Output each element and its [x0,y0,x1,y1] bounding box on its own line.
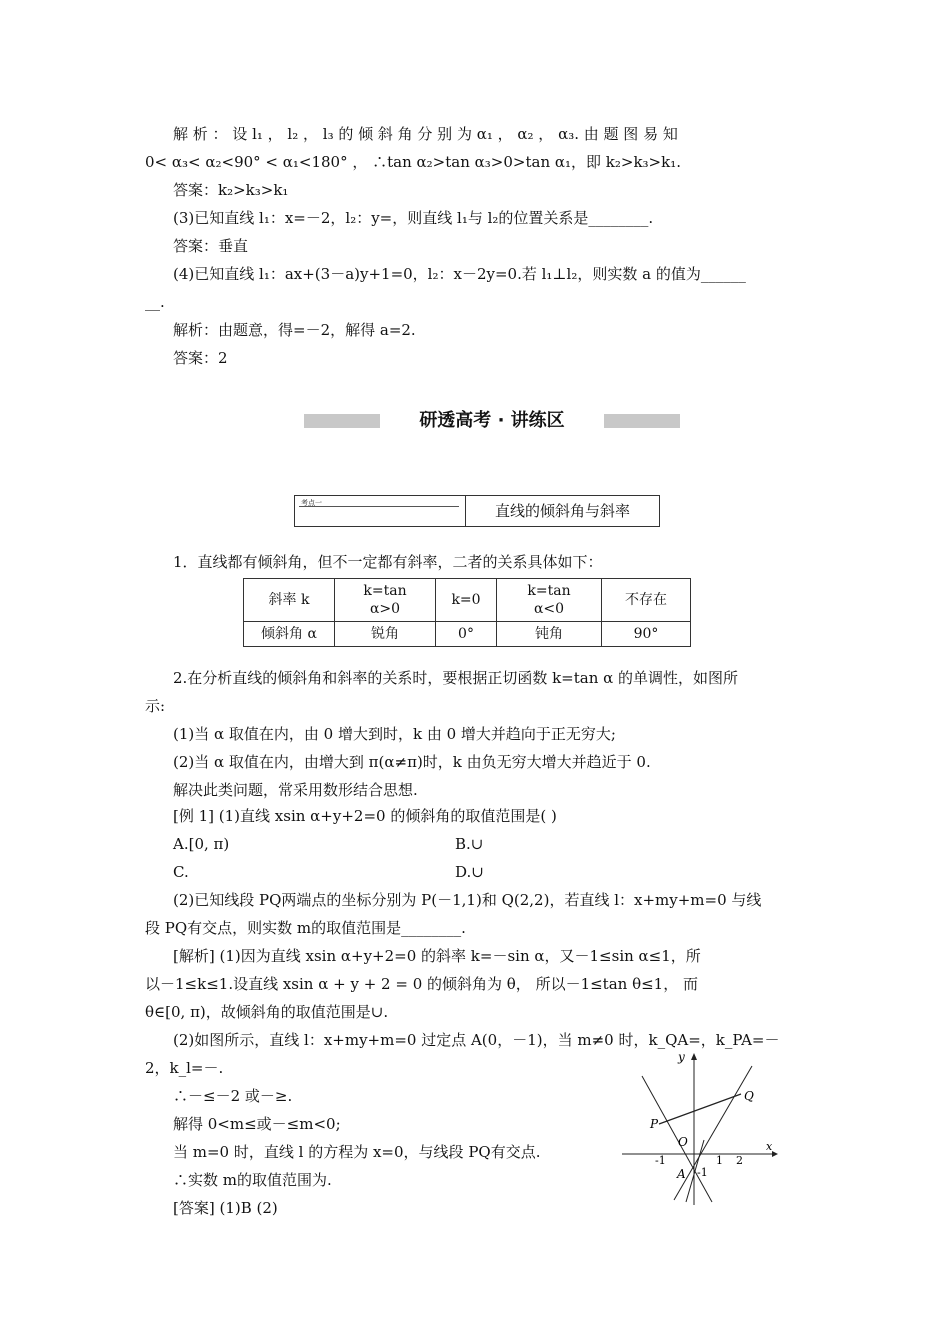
table-cell-text: α<0 [533,601,565,617]
topic-box [294,495,660,527]
text-line: (2)如图所示，直线 l：x+my+m=0 过定点 A(0，－1)，当 m≠0 时，k_QA=，k_PA=－ [173,1031,780,1049]
text-line: (3)已知直线 l₁：x=－2，l₂：y=，则直线 l₁与 l₂的位置关系是________. [173,209,654,227]
table-cell: 倾斜角 α [244,622,335,647]
table-cell [497,579,602,622]
option-c: C. [173,863,189,881]
section-banner [304,408,680,434]
option-b: B.∪ [455,835,484,853]
option-a: A.[0, π) [173,835,230,853]
table-cell: 90° [602,622,691,647]
text-line: 答案：垂直 [173,237,249,255]
text-line: 2，k_l=－. [145,1059,224,1077]
text-line: (2)当 α 取值在内，由增大到 π(α≠π)时，k 由负无穷大增大并趋近于 0. [173,753,651,771]
label-a: A [677,1167,686,1181]
text-line: 0< α₃< α₂<90° < α₁<180° ， ∴tan α₂>tan α₃>0>tan α₁，即 k₂>k₃>k₁. [145,153,681,171]
tick-label: 2 [736,1154,743,1167]
y-axis-arrow [691,1053,697,1060]
text-line: 段 PQ有交点，则实数 m的取值范围是________. [145,919,466,937]
text-line: 1．直线都有倾斜角，但不一定都有斜率，二者的关系具体如下： [173,553,603,571]
coordinate-figure [620,1050,780,1210]
line-qa [674,1066,752,1200]
table-row [244,622,691,647]
text-line: [答案] (1)B (2) [173,1199,278,1217]
tick-label: -1 [697,1166,708,1179]
topic-title: 直线的倾斜角与斜率 [494,502,630,520]
text-line: 解 析 ： 设 l₁ ， l₂ ， l₃ 的 倾 斜 角 分 别 为 α₁ ， α₂ ， α₃. 由 题 图 易 知 [173,125,678,143]
table-cell: 锐角 [335,622,436,647]
text-line: 当 m=0 时，直线 l 的方程为 x=0，与线段 PQ有交点. [173,1143,541,1161]
topic-tag: 考点一 [301,499,322,507]
relation-table [243,578,691,647]
label-q: Q [744,1089,754,1103]
text-line: 以－1≤k≤1.设直线 xsin α + y + 2 = 0 的倾斜角为 θ， 所以－1≤tan θ≤1， 而 [145,975,698,993]
table-cell [335,579,436,622]
table-cell-text: α>0 [369,601,401,617]
segment-pq [659,1094,741,1124]
text-line: 解得 0<m≤或－≤m<0; [173,1115,341,1133]
text-line: 答案：k₂>k₃>k₁ [173,181,289,199]
text-line: 解析：由题意，得=－2，解得 a=2. [173,321,416,339]
banner-bar-left [304,414,380,428]
label-origin: O [678,1135,688,1149]
table-cell: 钝角 [497,622,602,647]
text-line: 解决此类问题，常采用数形结合思想. [173,781,418,799]
label-p: P [650,1117,659,1131]
topic-rule [299,506,459,507]
tick-label: -1 [655,1154,666,1167]
text-line: __. [145,293,165,311]
text-line: (1)当 α 取值在内，由 0 增大到时，k 由 0 增大并趋向于正无穷大; [173,725,616,743]
label-y: y [678,1050,685,1064]
text-line: (4)已知直线 l₁：ax+(3－a)y+1=0，l₂：x－2y=0.若 l₁⊥l₂，则实数 a 的值为______ [173,265,746,283]
table-cell-text: k=tan [363,583,407,599]
table-cell: 不存在 [602,579,691,622]
text-line: θ∈[0, π)，故倾斜角的取值范围是∪. [145,1003,389,1021]
text-line: 2.在分析直线的倾斜角和斜率的关系时，要根据正切函数 k=tan α 的单调性，如图所 [173,669,739,687]
banner-bar-right [604,414,680,428]
table-cell: 斜率 k [244,579,335,622]
label-x: x [766,1140,773,1153]
table-cell: k=0 [436,579,497,622]
text-line: 答案：2 [173,349,228,367]
text-line: 示: [145,697,166,715]
text-line: ∴－≤－2 或－≥. [173,1087,293,1105]
text-line: [解析] (1)因为直线 xsin α+y+2=0 的斜率 k=－sin α，又－1≤sin α≤1，所 [173,947,701,965]
text-line: [例 1] (1)直线 xsin α+y+2=0 的倾斜角的取值范围是( ) [173,807,557,825]
tick-label: 1 [716,1154,723,1167]
text-line: (2)已知线段 PQ两端点的坐标分别为 P(－1,1)和 Q(2,2)，若直线 l：x+my+m=0 与线 [173,891,762,909]
banner-title: 研透高考 · 讲练区 [384,408,600,434]
table-cell: 0° [436,622,497,647]
x-axis-arrow [772,1151,778,1157]
table-cell-text: k=tan [527,583,571,599]
line-pa [642,1076,712,1202]
table-row [244,579,691,622]
text-line: ∴实数 m的取值范围为. [173,1171,332,1189]
option-d: D.∪ [455,863,484,881]
